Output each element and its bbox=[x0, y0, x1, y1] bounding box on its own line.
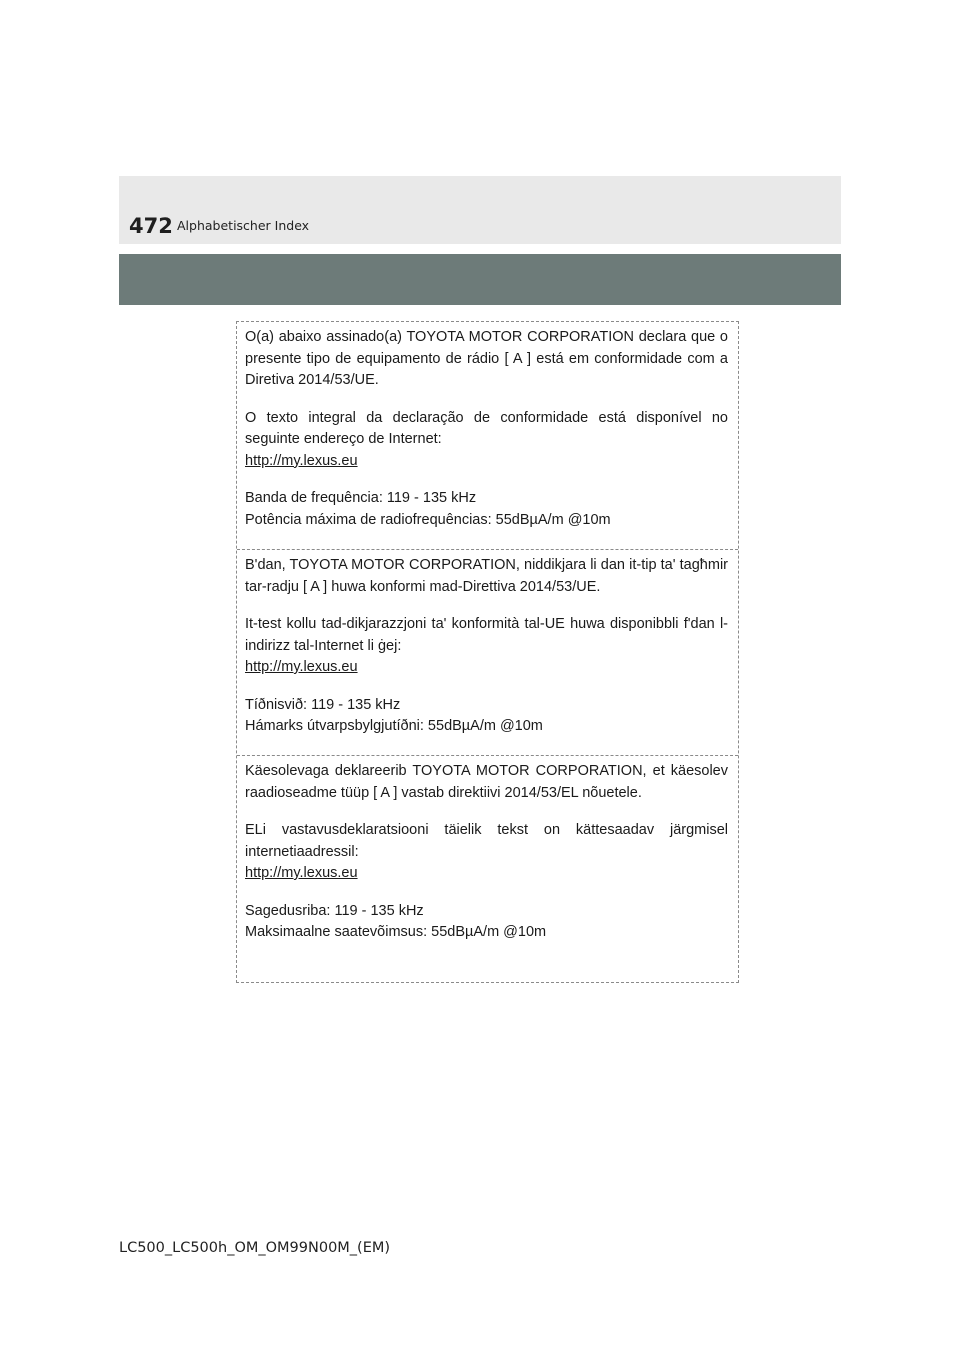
declaration-maltese bbox=[237, 550, 738, 756]
declaration-availability: ELi vastavusdeklaratsiooni täielik tekst on kättesaadav järgmisel internetiaadressil: bbox=[245, 822, 728, 860]
section-banner bbox=[119, 254, 841, 305]
max-power: Hámarks útvarpsbylgjutíðni: 55dBµA/m @10m bbox=[245, 718, 543, 734]
declaration-statement: O(a) abaixo assinado(a) TOYOTA MOTOR CORPORATION declara que o presente tipo de equipamento de rádio [ A ] está em conformidade com a Diretiva 2014/53/UE. bbox=[245, 329, 728, 388]
page-header-band bbox=[119, 176, 841, 244]
declaration-url-link[interactable]: http://my.lexus.eu bbox=[245, 452, 358, 469]
declaration-url-link[interactable]: http://my.lexus.eu bbox=[245, 659, 358, 675]
declaration-url-link[interactable]: http://my.lexus.eu bbox=[245, 865, 358, 881]
declaration-estonian bbox=[237, 756, 738, 982]
declaration-statement: B'dan, TOYOTA MOTOR CORPORATION, niddikjara li dan it-tip ta' tagħmir tar-radju [ A ] huwa konformi mad-Direttiva 2014/53/UE. bbox=[245, 557, 728, 595]
declaration-availability: O texto integral da declaração de conformidade está disponível no seguinte endereço de Internet: bbox=[245, 409, 728, 447]
page-number: 472 bbox=[129, 214, 173, 238]
declaration-availability: It-test kollu tad-dikjarazzjoni ta' konformità tal-UE huwa disponibbli f'dan l-indirizz tal-Internet li ġej: bbox=[245, 616, 728, 654]
section-title: Alphabetischer Index bbox=[177, 218, 310, 233]
declaration-statement: Käesolevaga deklareerib TOYOTA MOTOR CORPORATION, et käesolev raadioseadme tüüp [ A ] vastab direktiivi 2014/53/EL nõuetele. bbox=[245, 763, 728, 801]
frequency-band: Banda de frequência: 119 - 135 kHz bbox=[245, 490, 477, 506]
model-code-footer: LC500_LC500h_OM_OM99N00M_(EM) bbox=[119, 1240, 391, 1256]
max-power: Potência máxima de radiofrequências: 55dBµA/m @10m bbox=[245, 511, 611, 528]
max-power: Maksimaalne saatevõimsus: 55dBµA/m @10m bbox=[245, 924, 547, 940]
declaration-portuguese bbox=[237, 322, 738, 550]
frequency-band: Tíðnisvið: 119 - 135 kHz bbox=[245, 696, 401, 713]
frequency-band: Sagedusriba: 119 - 135 kHz bbox=[245, 902, 424, 919]
declaration-box bbox=[236, 321, 739, 983]
